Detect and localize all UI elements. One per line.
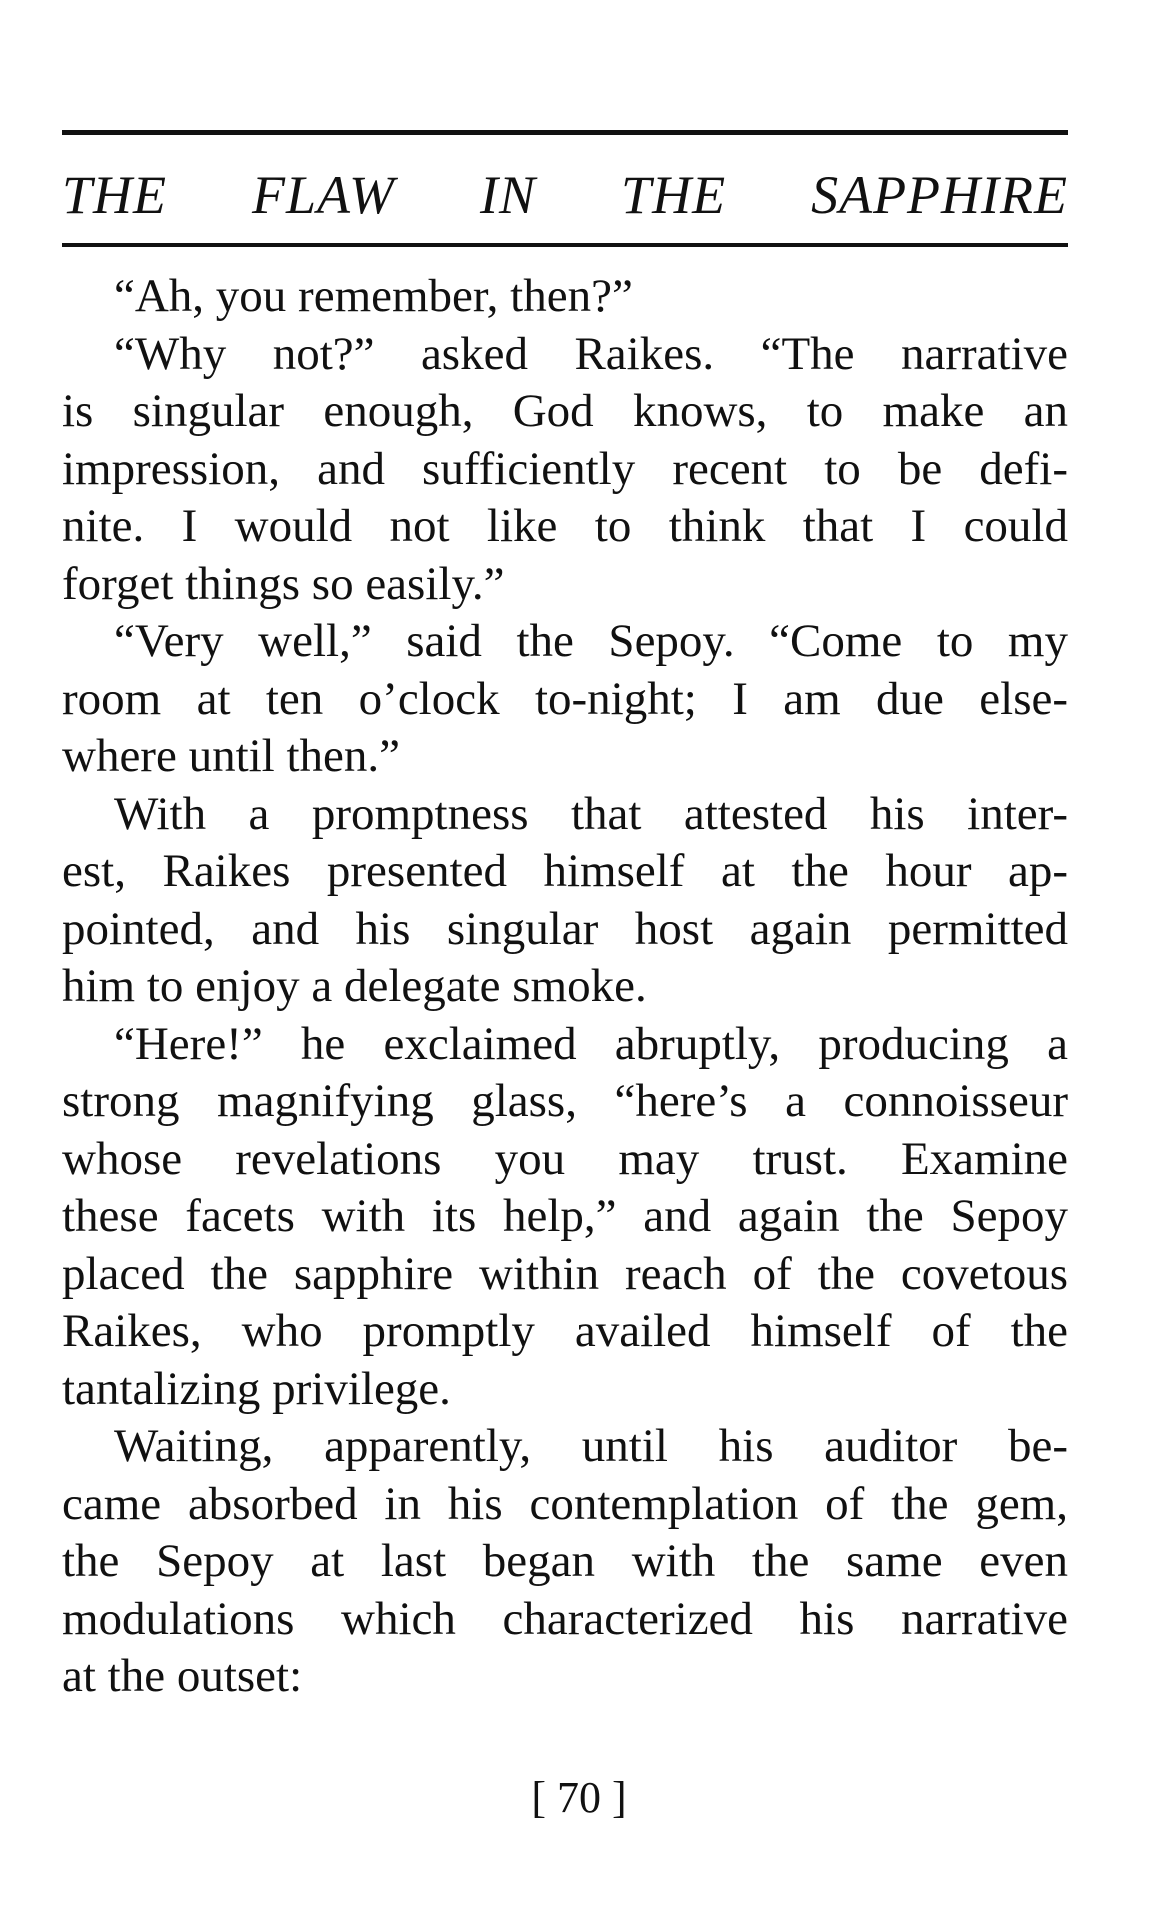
text-line: est, Raikes presented himself at the hour ap-	[62, 845, 1068, 897]
text-line: “Here!” he exclaimed abruptly, producing a	[114, 1017, 1068, 1070]
text-line: at the outset:	[62, 1650, 303, 1702]
text-line: these facets with its help,” and again the Sepoy	[62, 1190, 1068, 1242]
text-line: Raikes, who promptly availed himself of the	[62, 1305, 1068, 1357]
text-line: the Sepoy at last began with the same even	[62, 1535, 1068, 1587]
text-line: forget things so easily.”	[62, 557, 505, 610]
text-line: tantalizing privilege.	[62, 1362, 451, 1415]
text-line: impression, and sufficiently recent to be defi-	[62, 442, 1068, 495]
text-line: placed the sapphire within reach of the covetous	[62, 1247, 1068, 1300]
text-line: “Ah, you remember, then?”	[114, 270, 633, 322]
text-line: “Very well,” said the Sepoy. “Come to my	[114, 615, 1068, 667]
text-line: where until then.”	[62, 730, 401, 782]
text-line: him to enjoy a delegate smoke.	[62, 960, 647, 1012]
running-head: THE FLAW IN THE SAPPHIRE	[62, 165, 1068, 225]
header-rule-bottom	[62, 243, 1068, 247]
text-line: whose revelations you may trust. Examine	[62, 1132, 1068, 1185]
text-line: is singular enough, God knows, to make an	[62, 385, 1068, 437]
text-line: room at ten o’clock to-night; I am due else-	[62, 672, 1068, 725]
text-line: nite. I would not like to think that I could	[62, 500, 1068, 552]
page-number: [ 70 ]	[531, 1773, 627, 1822]
text-line: pointed, and his singular host again permitted	[62, 902, 1068, 955]
header-rule-top	[62, 130, 1068, 135]
text-line: “Why not?” asked Raikes. “The narrative	[114, 327, 1068, 380]
text-line: modulations which characterized his narrative	[62, 1592, 1068, 1645]
body-text	[62, 268, 1068, 1706]
text-line: came absorbed in his contemplation of the gem,	[62, 1477, 1068, 1530]
text-line: strong magnifying glass, “here’s a connoisseur	[62, 1075, 1068, 1127]
text-line: With a promptness that attested his inter-	[114, 787, 1068, 840]
text-line: Waiting, apparently, until his auditor be-	[114, 1420, 1068, 1472]
